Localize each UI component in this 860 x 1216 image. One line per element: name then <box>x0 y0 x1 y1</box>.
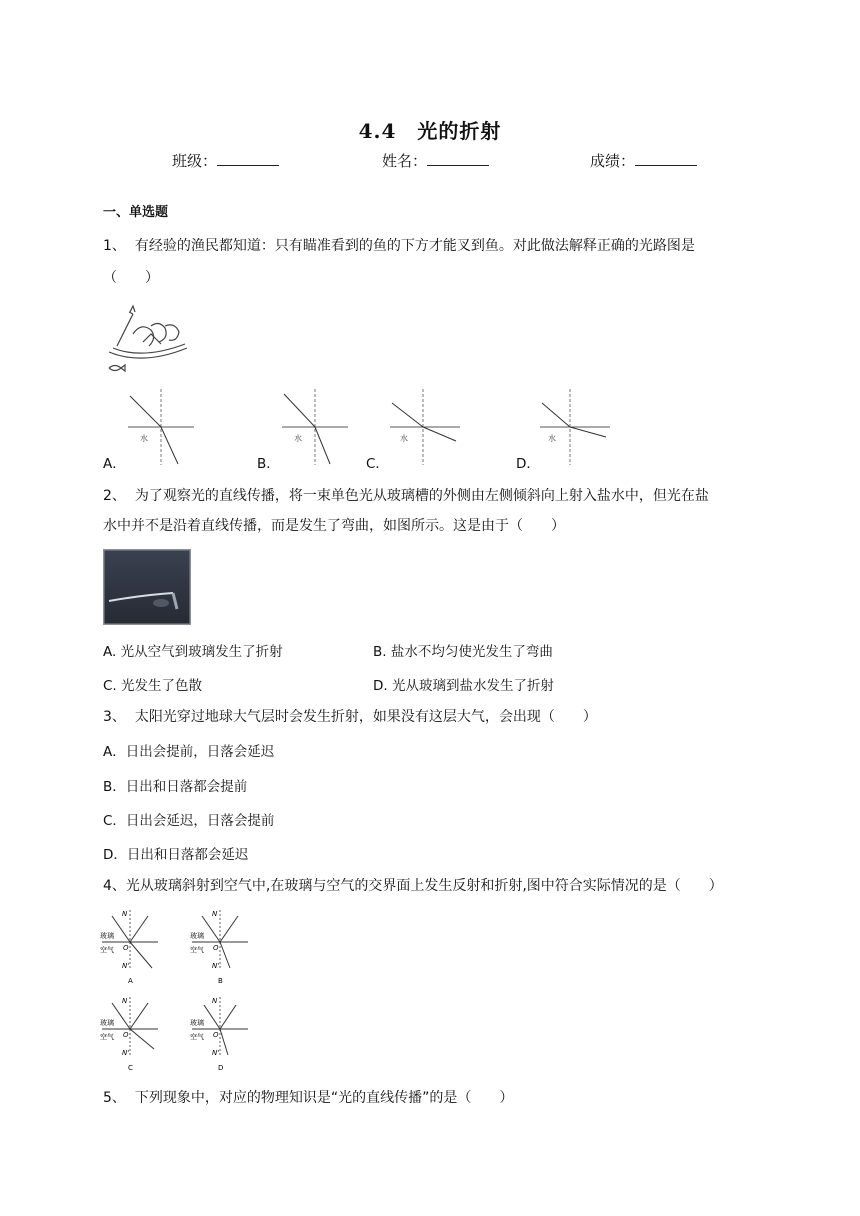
q5-text: 下列现象中，对应的物理知识是“光的直线传播”的是（ ） <box>134 1090 514 1106</box>
q1-number: 1、 <box>103 238 126 254</box>
q1-diagram-d <box>540 389 610 465</box>
q2-option-d[interactable]: D. 光从玻璃到盐水发生了折射 <box>373 678 554 694</box>
q1-diagram-a <box>128 389 194 465</box>
name-blank[interactable] <box>427 151 489 166</box>
q4-a-glass-label: 玻璃 <box>100 932 114 940</box>
q1-c-water-label: 水 <box>400 434 408 443</box>
q4-b-nprime-label: N' <box>212 962 220 970</box>
class-label: 班级： <box>172 152 218 170</box>
q4-c-o-label: O <box>123 1031 129 1039</box>
score-label: 成绩： <box>590 152 636 170</box>
question-2 <box>103 486 763 506</box>
fisherman-figure <box>103 304 195 374</box>
q1-paren: （ ） <box>103 270 159 286</box>
q4-b-glass-label: 玻璃 <box>190 932 204 940</box>
q3-option-a[interactable]: A．日出会提前，日落会延迟 <box>103 744 275 760</box>
q3-text: 太阳光穿过地球大气层时会发生折射，如果没有这层大气，会出现（ ） <box>134 709 597 725</box>
q4-c-air-label: 空气 <box>100 1033 114 1041</box>
q4-d-caption: D <box>218 1064 224 1072</box>
q4-d-glass-label: 玻璃 <box>190 1019 204 1027</box>
q1-option-c[interactable]: C． <box>366 456 389 472</box>
score-blank[interactable] <box>635 151 697 166</box>
q4-c-glass-label: 玻璃 <box>100 1019 114 1027</box>
q1-diagram-c <box>390 389 460 465</box>
class-blank[interactable] <box>217 151 279 166</box>
q2-option-a[interactable]: A. 光从空气到玻璃发生了折射 <box>103 644 283 660</box>
q4-diagram-d <box>190 993 250 1073</box>
question-3 <box>103 707 763 727</box>
class-field <box>172 150 279 171</box>
name-field <box>382 150 489 171</box>
q4-d-air-label: 空气 <box>190 1033 204 1041</box>
q4-b-o-label: O <box>213 944 219 952</box>
salt-water-photo <box>103 549 191 625</box>
question-5 <box>103 1088 763 1108</box>
q1-diagram-b <box>282 389 348 465</box>
q2-option-b[interactable]: B. 盐水不均匀使光发生了弯曲 <box>373 644 553 660</box>
q5-number: 5、 <box>103 1090 126 1106</box>
q1-b-water-label: 水 <box>294 434 302 443</box>
q4-diagram-a <box>100 906 160 986</box>
q1-text: 有经验的渔民都知道：只有瞄准看到的鱼的下方才能叉到鱼。对此做法解释正确的光路图是 <box>134 238 695 254</box>
q1-d-water-label: 水 <box>548 434 556 443</box>
q4-d-nprime-label: N' <box>212 1049 220 1057</box>
q4-a-nprime-label: N' <box>122 962 130 970</box>
q3-option-c[interactable]: C．日出会延迟，日落会提前 <box>103 813 275 829</box>
q2-text: 为了观察光的直线传播，将一束单色光从玻璃槽的外侧由左侧倾斜向上射入盐水中，但光在盐 <box>134 488 709 504</box>
q1-option-b[interactable]: B． <box>257 456 280 472</box>
q4-b-caption: B <box>218 977 223 985</box>
q2-number: 2、 <box>103 488 126 504</box>
q4-d-o-label: O <box>213 1031 219 1039</box>
section-heading: 一、单选题 <box>103 205 169 220</box>
q1-a-water-label: 水 <box>140 434 148 443</box>
q3-number: 3、 <box>103 709 126 725</box>
q4-b-air-label: 空气 <box>190 946 204 954</box>
q4-a-n-label: N <box>122 910 128 918</box>
q4-diagram-c <box>100 993 160 1073</box>
q1-option-d[interactable]: D． <box>516 456 540 472</box>
q4-diagram-b <box>190 906 250 986</box>
q4-b-n-label: N <box>212 910 218 918</box>
page-title: 4.4 光的折射 <box>358 119 502 143</box>
q4-c-n-label: N <box>122 997 128 1005</box>
score-field <box>590 150 697 171</box>
q3-option-b[interactable]: B．日出和日落都会提前 <box>103 779 248 795</box>
q2-text-line2: 水中并不是沿着直线传播，而是发生了弯曲，如图所示。这是由于（ ） <box>103 518 565 534</box>
q4-c-caption: C <box>128 1064 133 1072</box>
q4-a-air-label: 空气 <box>100 946 114 954</box>
q4-a-o-label: O <box>123 944 129 952</box>
q4-d-n-label: N <box>212 997 218 1005</box>
q1-option-a[interactable]: A． <box>103 456 126 472</box>
question-4: 4、光从玻璃斜射到空气中,在玻璃与空气的交界面上发生反射和折射,图中符合实际情况的是（ ） <box>103 878 723 894</box>
q2-option-c[interactable]: C. 光发生了色散 <box>103 678 203 694</box>
question-1 <box>103 236 763 256</box>
name-label: 姓名： <box>382 152 428 170</box>
q4-c-nprime-label: N' <box>122 1049 130 1057</box>
q4-a-caption: A <box>128 977 133 985</box>
q3-option-d[interactable]: D．日出和日落都会延迟 <box>103 847 249 863</box>
